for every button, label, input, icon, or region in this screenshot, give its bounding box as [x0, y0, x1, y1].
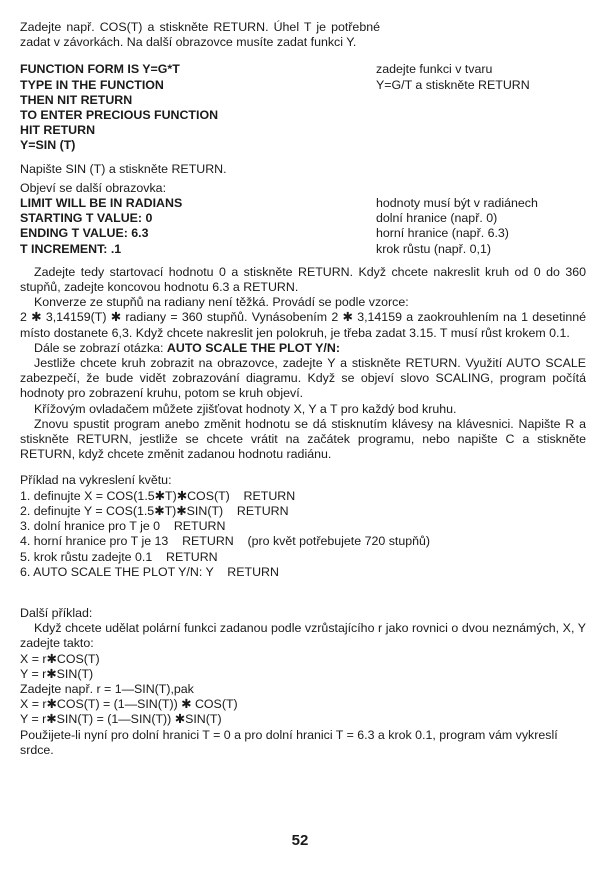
- formula-line: Y = r✱SIN(T): [20, 666, 94, 681]
- flower-steps-list: [20, 489, 586, 580]
- limit-row: [20, 242, 586, 257]
- paragraph: Když chcete udělat polární funkci zadanou podle vzrůstajícího r jako rovnici o dvou neznámých, X, Y zadejte takto:: [20, 621, 586, 651]
- screen-line: FUNCTION FORM IS Y=G*T: [20, 62, 180, 77]
- paragraph: Znovu spustit program anebo změnit hodnotu se dá stisknutím klávesy na klávesnici. Napište R a stiskněte RETURN, jestliže se chcete vrátit na začátek programu, nebo napište C a stiskněte RETURN, když chcete změnit zadanou hodnotu radiánu.: [20, 416, 586, 462]
- auto-scale-prompt: AUTO SCALE THE PLOT Y/N:: [166, 340, 340, 355]
- formula-line: X = r✱COS(T): [20, 651, 100, 666]
- list-item: 3. dolní hranice pro T je 0 RETURN: [20, 519, 226, 534]
- paragraph: Zadejte tedy startovací hodnotu 0 a stiskněte RETURN. Když chcete nakreslit kruh od 0 do 360 stupňů, zadejte koncovou hodnotu 6.3 a RETURN.: [20, 264, 586, 295]
- function-form-explanation: [376, 62, 586, 153]
- screen-line: TYPE IN THE FUNCTION: [20, 77, 164, 92]
- list-item: 6. AUTO SCALE THE PLOT Y/N: Y RETURN: [20, 564, 279, 579]
- document-page: [20, 20, 586, 758]
- explanation-line: Y=G/T a stiskněte RETURN: [376, 77, 530, 92]
- screen-line: THEN NIT RETURN: [20, 92, 133, 107]
- explanation-line: zadejte funkci v tvaru: [376, 62, 493, 77]
- limit-screen-text: STARTING T VALUE: 0: [20, 211, 153, 226]
- another-example-title: Další příklad:: [20, 605, 93, 620]
- limit-explanation: horní hranice (např. 6.3): [376, 226, 509, 241]
- limit-explanation: dolní hranice (např. 0): [376, 211, 498, 226]
- paragraph-text: Dále se zobrazí otázka:: [34, 340, 167, 355]
- formula-line: Y = r✱SIN(T) = (1—SIN(T)) ✱SIN(T): [20, 712, 222, 727]
- next-screen-note: Objeví se další obrazovka:: [20, 180, 167, 195]
- list-item: 2. definujte Y = COS(1.5✱T)✱SIN(T) RETURN: [20, 503, 289, 518]
- screen-line: TO ENTER PRECIOUS FUNCTION: [20, 108, 219, 123]
- final-paragraph: Použijete-li nyní pro dolní hranici T = 0 a pro dolní hranici T = 6.3 a krok 0.1, program vám vykreslí srdce.: [20, 727, 558, 757]
- paragraph: Konverze ze stupňů na radiany není těžká. Provádí se podle vzorce:: [34, 295, 409, 310]
- list-item: 5. krok růstu zadejte 0.1 RETURN: [20, 549, 218, 564]
- formula-line: X = r✱COS(T) = (1—SIN(T)) ✱ COS(T): [20, 697, 238, 712]
- formula-lines: [20, 652, 586, 728]
- function-form-screen-text: [20, 62, 370, 153]
- formula-line: Zadejte např. r = 1—SIN(T),pak: [20, 681, 194, 696]
- explanation-section: [20, 265, 586, 463]
- paragraph: 2 ✱ 3,14159(T) ✱ radiany = 360 stupňů. Vynásobením 2 ✱ 3,14159 a zaokrouhlením na 1 desetinné místo dostanete 6,3. Když chcete nakreslit jen polokruh, je třeba zadat 3.15. T musí růst krokem 0.1.: [20, 310, 586, 340]
- limit-screen-text: ENDING T VALUE: 6.3: [20, 226, 149, 241]
- list-item: 1. definujte X = COS(1.5✱T)✱COS(T) RETURN: [20, 488, 296, 503]
- paragraph: [20, 341, 586, 356]
- intro-paragraph: Zadejte např. COS(T) a stiskněte RETURN. Úhel T je potřebné zadat v závorkách. Na další obrazovce musíte zadat funkci Y.: [20, 20, 380, 50]
- paragraph: Jestliže chcete kruh zobrazit na obrazovce, zadejte Y a stiskněte RETURN. Využití AUTO SCALE zabezpečí, že bude vidět zobrazování diagramu. Když se objeví slovo SCALING, program počítá hodnoty pro zobrazení kruhu, potom se kruh objeví.: [20, 356, 586, 401]
- function-form-block: [20, 62, 586, 153]
- screen-line: HIT RETURN: [20, 123, 96, 138]
- type-sin-instruction: Napište SIN (T) a stiskněte RETURN.: [20, 161, 227, 176]
- limit-explanation: krok růstu (např. 0,1): [376, 241, 492, 256]
- paragraph: Křížovým ovladačem můžete zjišťovat hodnoty X, Y a T pro každý bod kruhu.: [34, 401, 457, 416]
- limit-row: [20, 226, 586, 241]
- flower-example-title: Příklad na vykreslení květu:: [20, 473, 172, 488]
- limit-explanation: hodnoty musí být v radiánech: [376, 196, 538, 211]
- limit-row: [20, 196, 586, 211]
- limit-row: [20, 211, 586, 226]
- page-number: 52: [291, 832, 309, 849]
- limits-block: [20, 196, 586, 257]
- screen-line: Y=SIN (T): [20, 138, 76, 153]
- list-item: 4. horní hranice pro T je 13 RETURN (pro květ potřebujete 720 stupňů): [20, 534, 431, 549]
- limit-screen-text: T INCREMENT: .1: [20, 241, 122, 256]
- limit-screen-text: LIMIT WILL BE IN RADIANS: [20, 196, 183, 211]
